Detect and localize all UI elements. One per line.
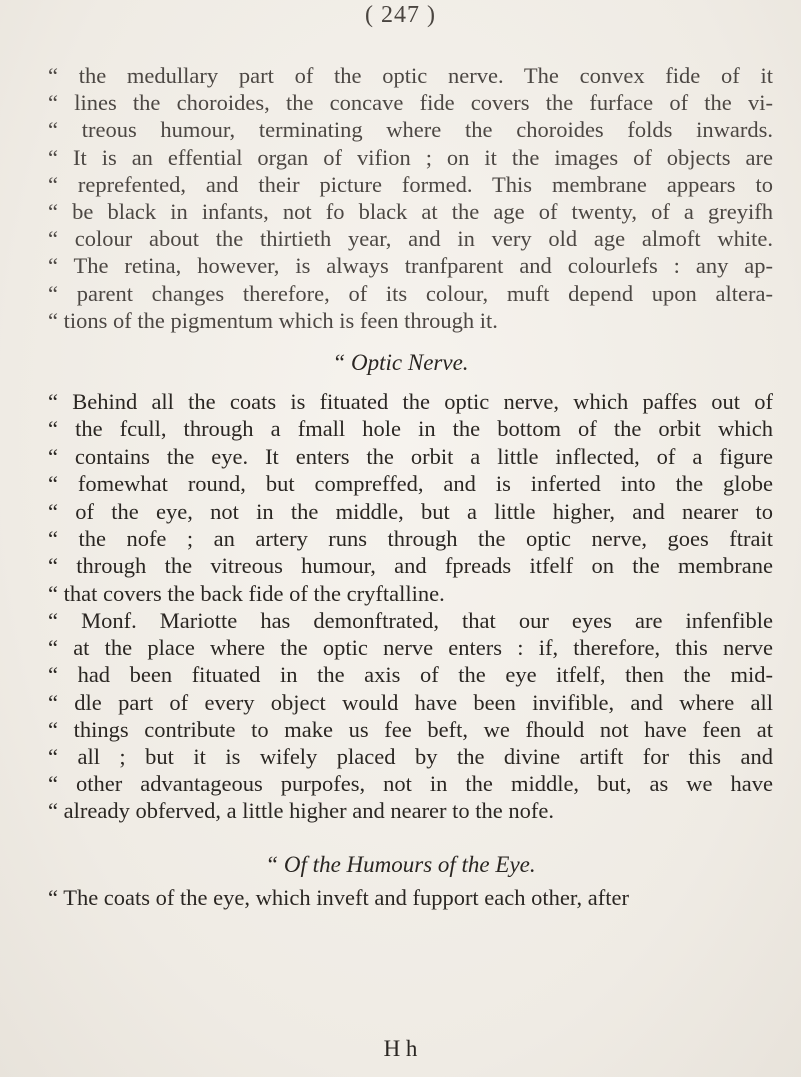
text-line: “ dle part of every object would have been invifible, and where all (48, 689, 773, 715)
text-line: “ colour about the thirtieth year, and in very old age almoft white. (48, 226, 773, 252)
text-line: “ It is an effential organ of vifion ; on it the images of objects are (48, 144, 773, 170)
text-line: “ parent changes therefore, of its colour, muft depend upon altera- (48, 280, 773, 306)
text-line: “ fomewhat round, but compreffed, and is inferted into the globe (48, 471, 773, 497)
page-number-header: ( 247 ) (365, 2, 436, 28)
text-line: “ Behind all the coats is fituated the optic nerve, which paffes out of (48, 389, 773, 414)
text-line: “ things contribute to make us fee beft, we fhould not have feen at (48, 716, 773, 742)
text-line: “ Monf. Mariotte has demonftrated, that our eyes are infenfible (48, 608, 773, 633)
text-line: “ that covers the back fide of the cryftalline. (48, 580, 445, 606)
text-line: “ tions of the pigmentum which is feen through it. (48, 307, 498, 333)
signature-mark: H h (383, 1036, 418, 1061)
text-line: “ The retina, however, is always tranfparent and colourlefs : any ap- (48, 253, 773, 279)
text-line: “ all ; but it is wifely placed by the divine artift for this and (48, 744, 773, 769)
text-line: “ other advantageous purpofes, not in the middle, but, as we have (48, 771, 773, 797)
text-line: “ had been fituated in the axis of the eye itfelf, then the mid- (48, 662, 773, 688)
text-line: “ the medullary part of the optic nerve. The convex fide of it (48, 63, 773, 88)
section-heading-optic-nerve: “ Optic Nerve. (332, 350, 469, 375)
section-heading-humours: “ Of the Humours of the Eye. (265, 852, 536, 877)
text-line: “ the nofe ; an artery runs through the optic nerve, goes ftrait (48, 526, 773, 551)
text-line: “ at the place where the optic nerve enters : if, therefore, this nerve (48, 635, 773, 661)
text-line: “ treous humour, terminating where the choroides folds inwards. (48, 117, 773, 143)
text-line: “ The coats of the eye, which inveft and fupport each other, after (48, 885, 629, 910)
text-line: “ be black in infants, not fo black at the age of twenty, of a greyifh (48, 199, 773, 224)
text-line: “ already obferved, a little higher and nearer to the nofe. (48, 798, 555, 824)
text-line: “ through the vitreous humour, and fpreads itfelf on the membrane (48, 553, 773, 579)
text-line: “ of the eye, not in the middle, but a little higher, and nearer to (48, 498, 773, 524)
text-line: “ contains the eye. It enters the orbit a little inflected, of a figure (48, 443, 773, 469)
text-line: “ lines the choroides, the concave fide covers the furface of the vi- (48, 90, 773, 116)
text-line: “ the fcull, through a fmall hole in the bottom of the orbit which (48, 416, 773, 442)
text-line: “ reprefented, and their picture formed. This membrane appears to (48, 171, 773, 197)
